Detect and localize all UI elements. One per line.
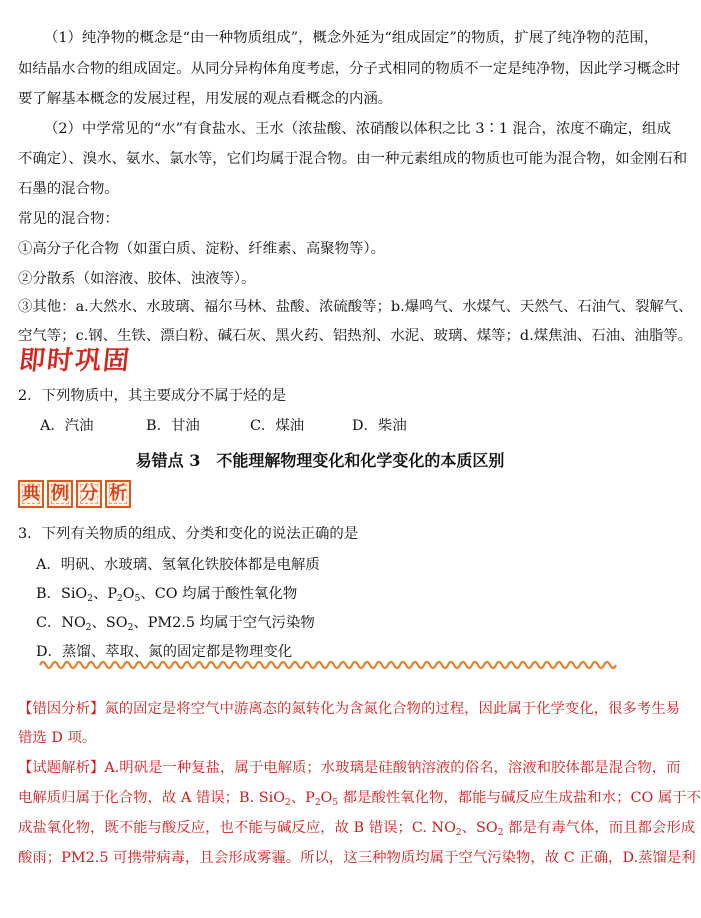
q3-option-b: B．SiO$_2$、$P_2O_5$、CO 均属于酸性氧化物 <box>36 586 298 604</box>
banner-example-analysis <box>18 480 131 508</box>
solution-line3: 成盐氧化物，既不能与酸反应，也不能与碱反应，故 B 错误；C. $NO_2$、$SO_2$ 都是有毒气体，而且都会形成 <box>18 820 696 838</box>
q3-option-a: A．明矾、水玻璃、氢氧化铁胶体都是电解质 <box>36 557 320 573</box>
para1-line2: 如结晶水合物的组成固定。从同分异构体角度考虑，分子式相同的物质不一定是纯净物，因此学习概念时 <box>18 61 680 77</box>
mixtures-item3-line1: ③其他：a.大然水、水玻璃、福尔马林、盐酸、浓硫酸等；b.爆鸣气、水煤气、天然气、石油气、裂解气、 <box>18 299 693 315</box>
banner-practice <box>18 346 130 376</box>
error-analysis-line2: 错选 D 项。 <box>18 730 97 746</box>
solution-line4: 酸雨；PM2.5 可携带病毒，且会形成雾霾。所以，这三种物质均属于空气污染物，故 C 正确，D.蒸馏是利 <box>18 850 696 866</box>
solution-line1: 【试题解析】A.明矾是一种复盐，属于电解质；水玻璃是硅酸钠溶液的俗名，溶液和胶体都是混合物，而 <box>18 760 681 776</box>
error-analysis-line1: 【错因分析】氮的固定是将空气中游离态的氮转化为含氮化合物的过程，因此属于化学变化，很多考生易 <box>18 701 680 717</box>
banner-example-char: 分 <box>76 480 102 508</box>
section-heading: 易错点 3 不能理解物理变化和化学变化的本质区别 <box>135 451 505 470</box>
banner-practice-char: 即 <box>17 346 47 376</box>
para2-line3: 石墨的混合物。 <box>18 181 119 197</box>
para1-line3: 要了解基本概念的发展过程，用发展的观点看概念的内涵。 <box>18 91 393 107</box>
banner-example-char: 析 <box>105 480 131 508</box>
q2-option-c: C．煤油 <box>250 418 305 434</box>
wave-divider <box>40 658 612 672</box>
solution-line2: 电解质归属于化合物，故 A 错误；B. SiO$_2$、$P_2O_5$ 都是酸性氧化物，都能与碱反应生成盐和水；CO 属于不 <box>18 790 701 808</box>
para1-line1: （1）纯净物的概念是“由一种物质组成”，概念外延为“组成固定”的物质，扩展了纯净物的范围， <box>44 30 659 46</box>
mixtures-item2: ②分散系（如溶液、胶体、浊液等）。 <box>18 271 256 287</box>
banner-example-char: 典 <box>18 480 44 508</box>
q3-stem: 3．下列有关物质的组成、分类和变化的说法正确的是 <box>18 526 359 542</box>
q3-option-c: C．$NO_2$、$SO_2$、PM2.5 均属于空气污染物 <box>36 615 315 633</box>
q3-option-d: D．蒸馏、萃取、氮的固定都是物理变化 <box>36 644 293 660</box>
q2-option-b: B．甘油 <box>146 418 200 434</box>
mixtures-title: 常见的混合物： <box>18 211 119 227</box>
q2-option-d: D．柴油 <box>352 418 407 434</box>
banner-practice-char: 固 <box>101 346 131 376</box>
banner-practice-char: 巩 <box>73 346 103 376</box>
para2-line2: 不确定）、溴水、氨水、氯水等，它们均属于混合物。由一种元素组成的物质也可能为混合物，如金刚石和 <box>18 151 688 167</box>
para2-line1: （2）中学常见的“水”有食盐水、王水（浓盐酸、浓硝酸以体积之比 3∶1 混合，浓度不确定，组成 <box>44 121 671 137</box>
banner-practice-char: 时 <box>45 346 75 376</box>
q2-stem: 2．下列物质中，其主要成分不属于烃的是 <box>18 388 287 404</box>
q2-option-a: A．汽油 <box>40 418 94 434</box>
mixtures-item1: ①高分子化合物（如蛋白质、淀粉、纤维素、高聚物等）。 <box>18 241 385 257</box>
banner-example-char: 例 <box>47 480 73 508</box>
mixtures-item3-line2: 空气等；c.钢、生铁、漂白粉、碱石灰、黑火药、铝热剂、水泥、玻璃、煤等；d.煤焦油、石油、油脂等。 <box>18 328 693 344</box>
